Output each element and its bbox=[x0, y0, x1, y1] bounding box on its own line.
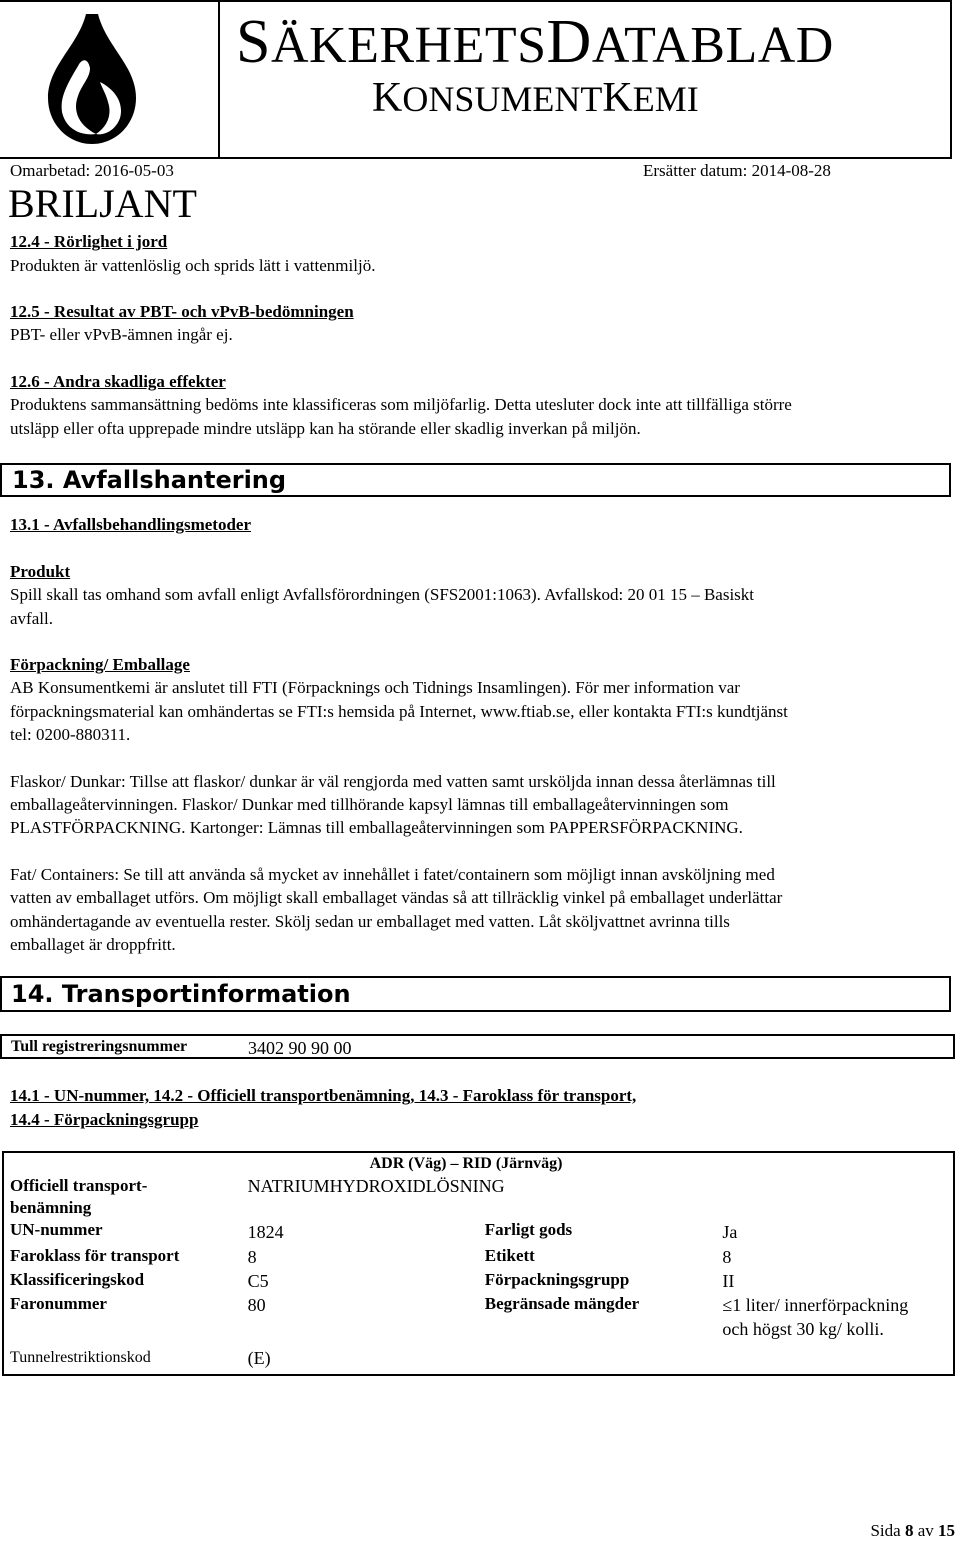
produkt-line2: avfall. bbox=[10, 609, 53, 628]
pg-value: II bbox=[722, 1271, 735, 1291]
section-14-sub-line2: 14.4 - Förpackningsgrupp bbox=[10, 1110, 199, 1129]
kod-value: C5 bbox=[247, 1271, 269, 1291]
empty-cell bbox=[716, 1341, 954, 1375]
section-12-6-line2: utsläpp eller ofta upprepade mindre utsläpp kan ha störande eller skadlig inverkan på miljön. bbox=[10, 419, 641, 438]
tull-label: Tull registreringsnummer bbox=[11, 1038, 188, 1055]
flaskor-line2: emballageåtervinningen. Flaskor/ Dunkar med tillhörande kapsyl lämnas till emballageåtervinningen som bbox=[10, 795, 729, 814]
produkt-line1: Spill skall tas omhand som avfall enligt Avfallsförordningen (SFS2001:1063). Avfallskod: 20 01 15 – Basiskt bbox=[10, 585, 755, 604]
fat-line4: emballaget är droppfritt. bbox=[10, 935, 176, 954]
section-12-6-line1: Produktens sammansättning bedöms inte klassificeras som miljöfarlig. Detta utesluter dock inte att tillfälliga större bbox=[10, 395, 792, 414]
adr-header: ADR (Väg) – RID (Järnväg) bbox=[242, 1152, 954, 1175]
fat-line1: Fat/ Containers: Se till att använda så mycket av innehållet i fatet/containern som möjligt innan avsköljning med bbox=[10, 865, 775, 884]
name-label: Officiell transport- benämning bbox=[10, 1176, 148, 1217]
un-label: UN-nummer bbox=[10, 1220, 103, 1239]
section-14-title: 14. Transportinformation bbox=[11, 980, 351, 1008]
drop-logo-icon bbox=[8, 6, 213, 151]
class-label: Faroklass för transport bbox=[10, 1246, 180, 1265]
section-14-box bbox=[0, 976, 951, 1012]
lq-value: ≤1 liter/ innerförpackning och högst 30 kg/ kolli. bbox=[722, 1295, 909, 1339]
transport-table bbox=[2, 1151, 955, 1376]
replaces-date: Ersätter datum: 2014-08-28 bbox=[643, 161, 831, 180]
class-value: 8 bbox=[247, 1247, 257, 1267]
tunnel-label: Tunnelrestriktionskod bbox=[10, 1349, 151, 1366]
forpackning-line3: tel: 0200-880311. bbox=[10, 725, 131, 744]
fat-line2: vatten av emballaget utförs. Om möjligt skall emballaget vändas så att tillräcklig vinkel på emballaget underlättar bbox=[10, 888, 783, 907]
header-separator bbox=[218, 0, 220, 157]
revised-date: Omarbetad: 2016-05-03 bbox=[10, 161, 174, 180]
tull-box bbox=[0, 1034, 955, 1059]
forpackning-line1: AB Konsumentkemi är anslutet till FTI (Förpacknings och Tidnings Insamlingen). För mer information var bbox=[10, 678, 740, 697]
dg-value: Ja bbox=[722, 1222, 738, 1242]
lq-label: Begränsade mängder bbox=[484, 1294, 640, 1313]
table-header-empty bbox=[3, 1152, 242, 1175]
flaskor-line3: PLASTFÖRPACKNING. Kartonger: Lämnas till emballageåtervinningen som PAPPERSFÖRPACKNING. bbox=[10, 818, 743, 837]
section-12-6-heading: 12.6 - Andra skadliga effekter bbox=[10, 372, 226, 391]
name-value: NATRIUMHYDROXIDLÖSNING bbox=[247, 1176, 505, 1196]
pg-label: Förpackningsgrupp bbox=[484, 1270, 630, 1289]
document-title: SÄKERHETSDATABLAD bbox=[236, 8, 834, 76]
dg-label: Farligt gods bbox=[484, 1220, 573, 1239]
forpackning-line2: förpackningsmaterial kan omhändertas se FTI:s hemsida på Internet, www.ftiab.se, eller kontakta FTI:s kundtjänst bbox=[10, 702, 788, 721]
section-12-4-heading: 12.4 - Rörlighet i jord bbox=[10, 232, 168, 251]
faro-label: Faronummer bbox=[10, 1294, 107, 1313]
product-name: BRILJANT bbox=[8, 181, 197, 226]
section-12-4-text: Produkten är vattenlöslig och sprids lätt i vattenmiljö. bbox=[10, 256, 376, 275]
flaskor-line1: Flaskor/ Dunkar: Tillse att flaskor/ dunkar är väl rengjorda med vatten samt ursköljda innan dessa återlämnas till bbox=[10, 772, 776, 791]
section-14-sub-line1: 14.1 - UN-nummer, 14.2 - Officiell transportbenämning, 14.3 - Faroklass för transport, bbox=[10, 1086, 637, 1105]
empty-cell bbox=[479, 1341, 717, 1375]
faro-value: 80 bbox=[247, 1295, 266, 1315]
etikett-value: 8 bbox=[722, 1247, 732, 1267]
un-value: 1824 bbox=[247, 1222, 284, 1242]
section-12-5-heading: 12.5 - Resultat av PBT- och vPvB-bedömningen bbox=[10, 302, 354, 321]
produkt-label: Produkt bbox=[10, 562, 71, 581]
company-name: KONSUMENTKEMI bbox=[372, 75, 699, 121]
etikett-label: Etikett bbox=[484, 1246, 535, 1265]
section-13-box bbox=[0, 463, 951, 497]
fat-line3: omhändertagande av eventuella rester. Skölj sedan ur emballaget med vatten. Låt sköljvattnet avrinna tills bbox=[10, 912, 730, 931]
section-13-title: 13. Avfallshantering bbox=[12, 466, 287, 494]
tunnel-value: (E) bbox=[247, 1348, 271, 1368]
forpackning-label: Förpackning/ Emballage bbox=[10, 655, 190, 674]
section-12-5-text: PBT- eller vPvB-ämnen ingår ej. bbox=[10, 325, 233, 344]
page-number: Sida 8 av 15 bbox=[870, 1521, 955, 1540]
tull-value: 3402 90 90 00 bbox=[248, 1038, 352, 1058]
section-13-1-heading: 13.1 - Avfallsbehandlingsmetoder bbox=[10, 515, 252, 534]
kod-label: Klassificeringskod bbox=[10, 1270, 145, 1289]
